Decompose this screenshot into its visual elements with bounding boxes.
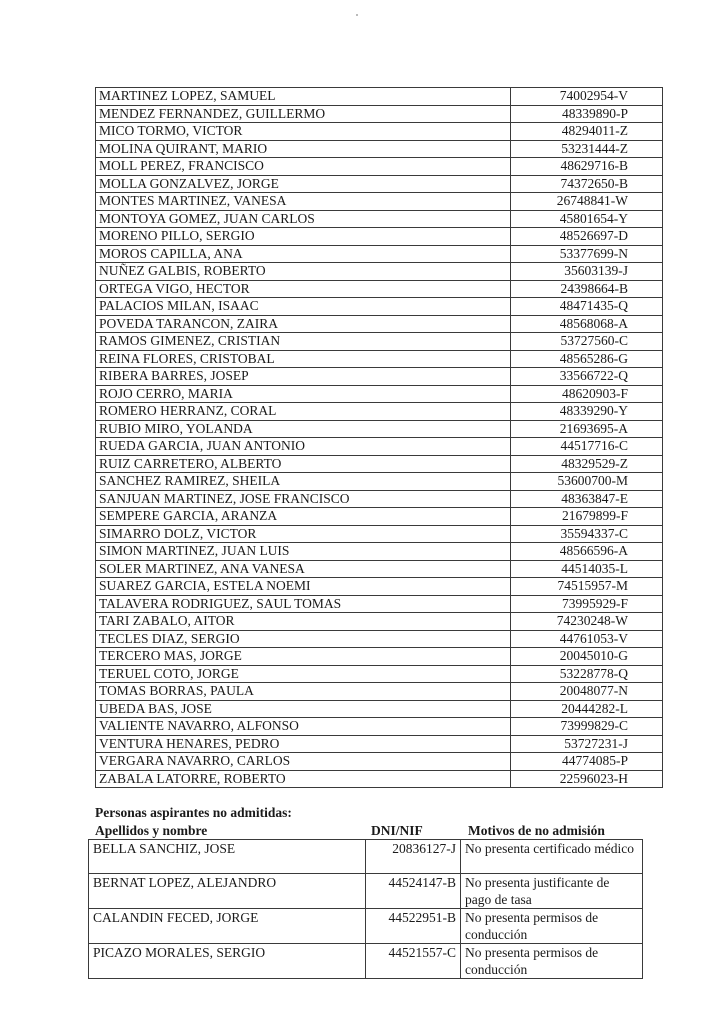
applicant-name: TERCERO MAS, JORGE: [96, 648, 511, 666]
table-row: [96, 473, 663, 491]
applicant-name: SIMARRO DOLZ, VICTOR: [96, 525, 511, 543]
table-row: [96, 158, 663, 176]
rejected-dni: 44524147-B: [366, 874, 461, 909]
table-row: [96, 193, 663, 211]
table-row: [89, 944, 643, 979]
table-row: [96, 735, 663, 753]
applicant-dni: 45801654-Y: [511, 210, 663, 228]
applicant-dni: 48363847-E: [511, 490, 663, 508]
table-row: [96, 543, 663, 561]
table-row: [96, 770, 663, 788]
table-row: [96, 718, 663, 736]
applicant-dni: 44514035-L: [511, 560, 663, 578]
rejected-name: CALANDIN FECED, JORGE: [89, 909, 366, 944]
applicant-dni: 44517716-C: [511, 438, 663, 456]
applicant-dni: 21679899-F: [511, 508, 663, 526]
applicant-name: TECLES DIAZ, SERGIO: [96, 630, 511, 648]
applicant-name: RIBERA BARRES, JOSEP: [96, 368, 511, 386]
applicant-name: MOLLA GONZALVEZ, JORGE: [96, 175, 511, 193]
table-row: [96, 665, 663, 683]
table-row: [96, 368, 663, 386]
table-row: [96, 333, 663, 351]
table-row: [96, 578, 663, 596]
applicant-name: VENTURA HENARES, PEDRO: [96, 735, 511, 753]
applicant-name: ZABALA LATORRE, ROBERTO: [96, 770, 511, 788]
applicant-name: UBEDA BAS, JOSE: [96, 700, 511, 718]
applicant-dni: 44774085-P: [511, 753, 663, 771]
rejected-name: BELLA SANCHIZ, JOSE: [89, 840, 366, 874]
applicant-dni: 48568068-A: [511, 315, 663, 333]
header-name: Apellidos y nombre: [95, 823, 208, 838]
applicant-name: SANJUAN MARTINEZ, JOSE FRANCISCO: [96, 490, 511, 508]
applicant-name: MENDEZ FERNANDEZ, GUILLERMO: [96, 105, 511, 123]
applicant-name: MARTINEZ LOPEZ, SAMUEL: [96, 88, 511, 106]
table-row: [96, 525, 663, 543]
rejected-reason: No presenta permisos de conducción: [461, 944, 643, 979]
not-admitted-title: Personas aspirantes no admitidas:: [95, 805, 292, 820]
table-row: [96, 175, 663, 193]
table-row: [96, 263, 663, 281]
table-row: [96, 140, 663, 158]
rejected-dni: 44521557-C: [366, 944, 461, 979]
applicant-dni: 20045010-G: [511, 648, 663, 666]
table-row: [96, 210, 663, 228]
applicant-name: ROJO CERRO, MARIA: [96, 385, 511, 403]
applicant-dni: 74230248-W: [511, 613, 663, 631]
table-row: [96, 490, 663, 508]
applicant-dni: 20444282-L: [511, 700, 663, 718]
applicant-name: PALACIOS MILAN, ISAAC: [96, 298, 511, 316]
table-row: [89, 909, 643, 944]
applicant-name: SIMON MARTINEZ, JUAN LUIS: [96, 543, 511, 561]
applicant-name: MONTES MARTINEZ, VANESA: [96, 193, 511, 211]
applicant-name: ORTEGA VIGO, HECTOR: [96, 280, 511, 298]
admitted-table-body: [96, 88, 663, 788]
applicant-dni: 48629716-B: [511, 158, 663, 176]
scan-dot: [356, 14, 358, 16]
applicant-name: SANCHEZ RAMIREZ, SHEILA: [96, 473, 511, 491]
applicant-dni: 35603139-J: [511, 263, 663, 281]
applicant-name: VALIENTE NAVARRO, ALFONSO: [96, 718, 511, 736]
rejected-reason: No presenta permisos de conducción: [461, 909, 643, 944]
table-row: [96, 753, 663, 771]
table-row: [96, 105, 663, 123]
rejected-dni: 20836127-J: [366, 840, 461, 874]
applicant-name: TOMAS BORRAS, PAULA: [96, 683, 511, 701]
table-row: [96, 648, 663, 666]
applicant-name: SEMPERE GARCIA, ARANZA: [96, 508, 511, 526]
not-admitted-table-body: [89, 840, 643, 979]
applicant-dni: 74515957-M: [511, 578, 663, 596]
applicant-name: MONTOYA GOMEZ, JUAN CARLOS: [96, 210, 511, 228]
applicant-dni: 74002954-V: [511, 88, 663, 106]
applicant-name: NUÑEZ GALBIS, ROBERTO: [96, 263, 511, 281]
applicant-name: SOLER MARTINEZ, ANA VANESA: [96, 560, 511, 578]
table-row: [96, 455, 663, 473]
header-reason: Motivos de no admisión: [468, 823, 605, 838]
applicant-name: RUBIO MIRO, YOLANDA: [96, 420, 511, 438]
applicant-dni: 53231444-Z: [511, 140, 663, 158]
table-row: [96, 508, 663, 526]
applicant-name: MOLL PEREZ, FRANCISCO: [96, 158, 511, 176]
applicant-dni: 74372650-B: [511, 175, 663, 193]
applicant-name: MOROS CAPILLA, ANA: [96, 245, 511, 263]
applicant-dni: 73999829-C: [511, 718, 663, 736]
table-row: [96, 595, 663, 613]
applicant-dni: 48339290-Y: [511, 403, 663, 421]
table-row: [96, 245, 663, 263]
applicant-name: RUIZ CARRETERO, ALBERTO: [96, 455, 511, 473]
applicant-name: TARI ZABALO, AITOR: [96, 613, 511, 631]
applicant-dni: 48471435-Q: [511, 298, 663, 316]
applicant-dni: 48329529-Z: [511, 455, 663, 473]
applicant-name: RUEDA GARCIA, JUAN ANTONIO: [96, 438, 511, 456]
table-row: [96, 350, 663, 368]
applicant-dni: 48294011-Z: [511, 123, 663, 141]
applicant-dni: 53377699-N: [511, 245, 663, 263]
applicant-dni: 53228778-Q: [511, 665, 663, 683]
applicant-name: POVEDA TARANCON, ZAIRA: [96, 315, 511, 333]
table-row: [96, 403, 663, 421]
applicant-dni: 35594337-C: [511, 525, 663, 543]
table-row: [96, 298, 663, 316]
applicant-dni: 48566596-A: [511, 543, 663, 561]
table-row: [96, 228, 663, 246]
table-row: [96, 315, 663, 333]
applicant-dni: 48620903-F: [511, 385, 663, 403]
applicant-dni: 48339890-P: [511, 105, 663, 123]
applicant-name: SUAREZ GARCIA, ESTELA NOEMI: [96, 578, 511, 596]
applicant-dni: 53727231-J: [511, 735, 663, 753]
table-row: [96, 420, 663, 438]
table-row: [96, 88, 663, 106]
admitted-table: [95, 87, 663, 788]
applicant-name: MORENO PILLO, SERGIO: [96, 228, 511, 246]
applicant-dni: 53600700-M: [511, 473, 663, 491]
table-row: [96, 438, 663, 456]
rejected-name: PICAZO MORALES, SERGIO: [89, 944, 366, 979]
applicant-name: RAMOS GIMENEZ, CRISTIAN: [96, 333, 511, 351]
table-row: [96, 385, 663, 403]
applicant-dni: 21693695-A: [511, 420, 663, 438]
table-row: [96, 613, 663, 631]
table-row: [96, 560, 663, 578]
applicant-name: ROMERO HERRANZ, CORAL: [96, 403, 511, 421]
applicant-dni: 26748841-W: [511, 193, 663, 211]
applicant-dni: 53727560-C: [511, 333, 663, 351]
applicant-name: TALAVERA RODRIGUEZ, SAUL TOMAS: [96, 595, 511, 613]
rejected-dni: 44522951-B: [366, 909, 461, 944]
applicant-name: MICO TORMO, VICTOR: [96, 123, 511, 141]
applicant-dni: 22596023-H: [511, 770, 663, 788]
applicant-dni: 44761053-V: [511, 630, 663, 648]
applicant-name: REINA FLORES, CRISTOBAL: [96, 350, 511, 368]
table-row: [89, 874, 643, 909]
applicant-name: TERUEL COTO, JORGE: [96, 665, 511, 683]
header-dni: DNI/NIF: [371, 823, 423, 838]
table-row: [96, 700, 663, 718]
applicant-dni: 73995929-F: [511, 595, 663, 613]
applicant-dni: 48526697-D: [511, 228, 663, 246]
applicant-name: MOLINA QUIRANT, MARIO: [96, 140, 511, 158]
rejected-reason: No presenta certificado médico: [461, 840, 643, 874]
rejected-name: BERNAT LOPEZ, ALEJANDRO: [89, 874, 366, 909]
applicant-dni: 33566722-Q: [511, 368, 663, 386]
rejected-reason: No presenta justificante de pago de tasa: [461, 874, 643, 909]
applicant-dni: 20048077-N: [511, 683, 663, 701]
applicant-name: VERGARA NAVARRO, CARLOS: [96, 753, 511, 771]
not-admitted-table: [88, 839, 643, 979]
table-row: [96, 280, 663, 298]
table-row: [96, 630, 663, 648]
applicant-dni: 24398664-B: [511, 280, 663, 298]
table-row: [96, 123, 663, 141]
table-row: [96, 683, 663, 701]
applicant-dni: 48565286-G: [511, 350, 663, 368]
table-row: [89, 840, 643, 874]
